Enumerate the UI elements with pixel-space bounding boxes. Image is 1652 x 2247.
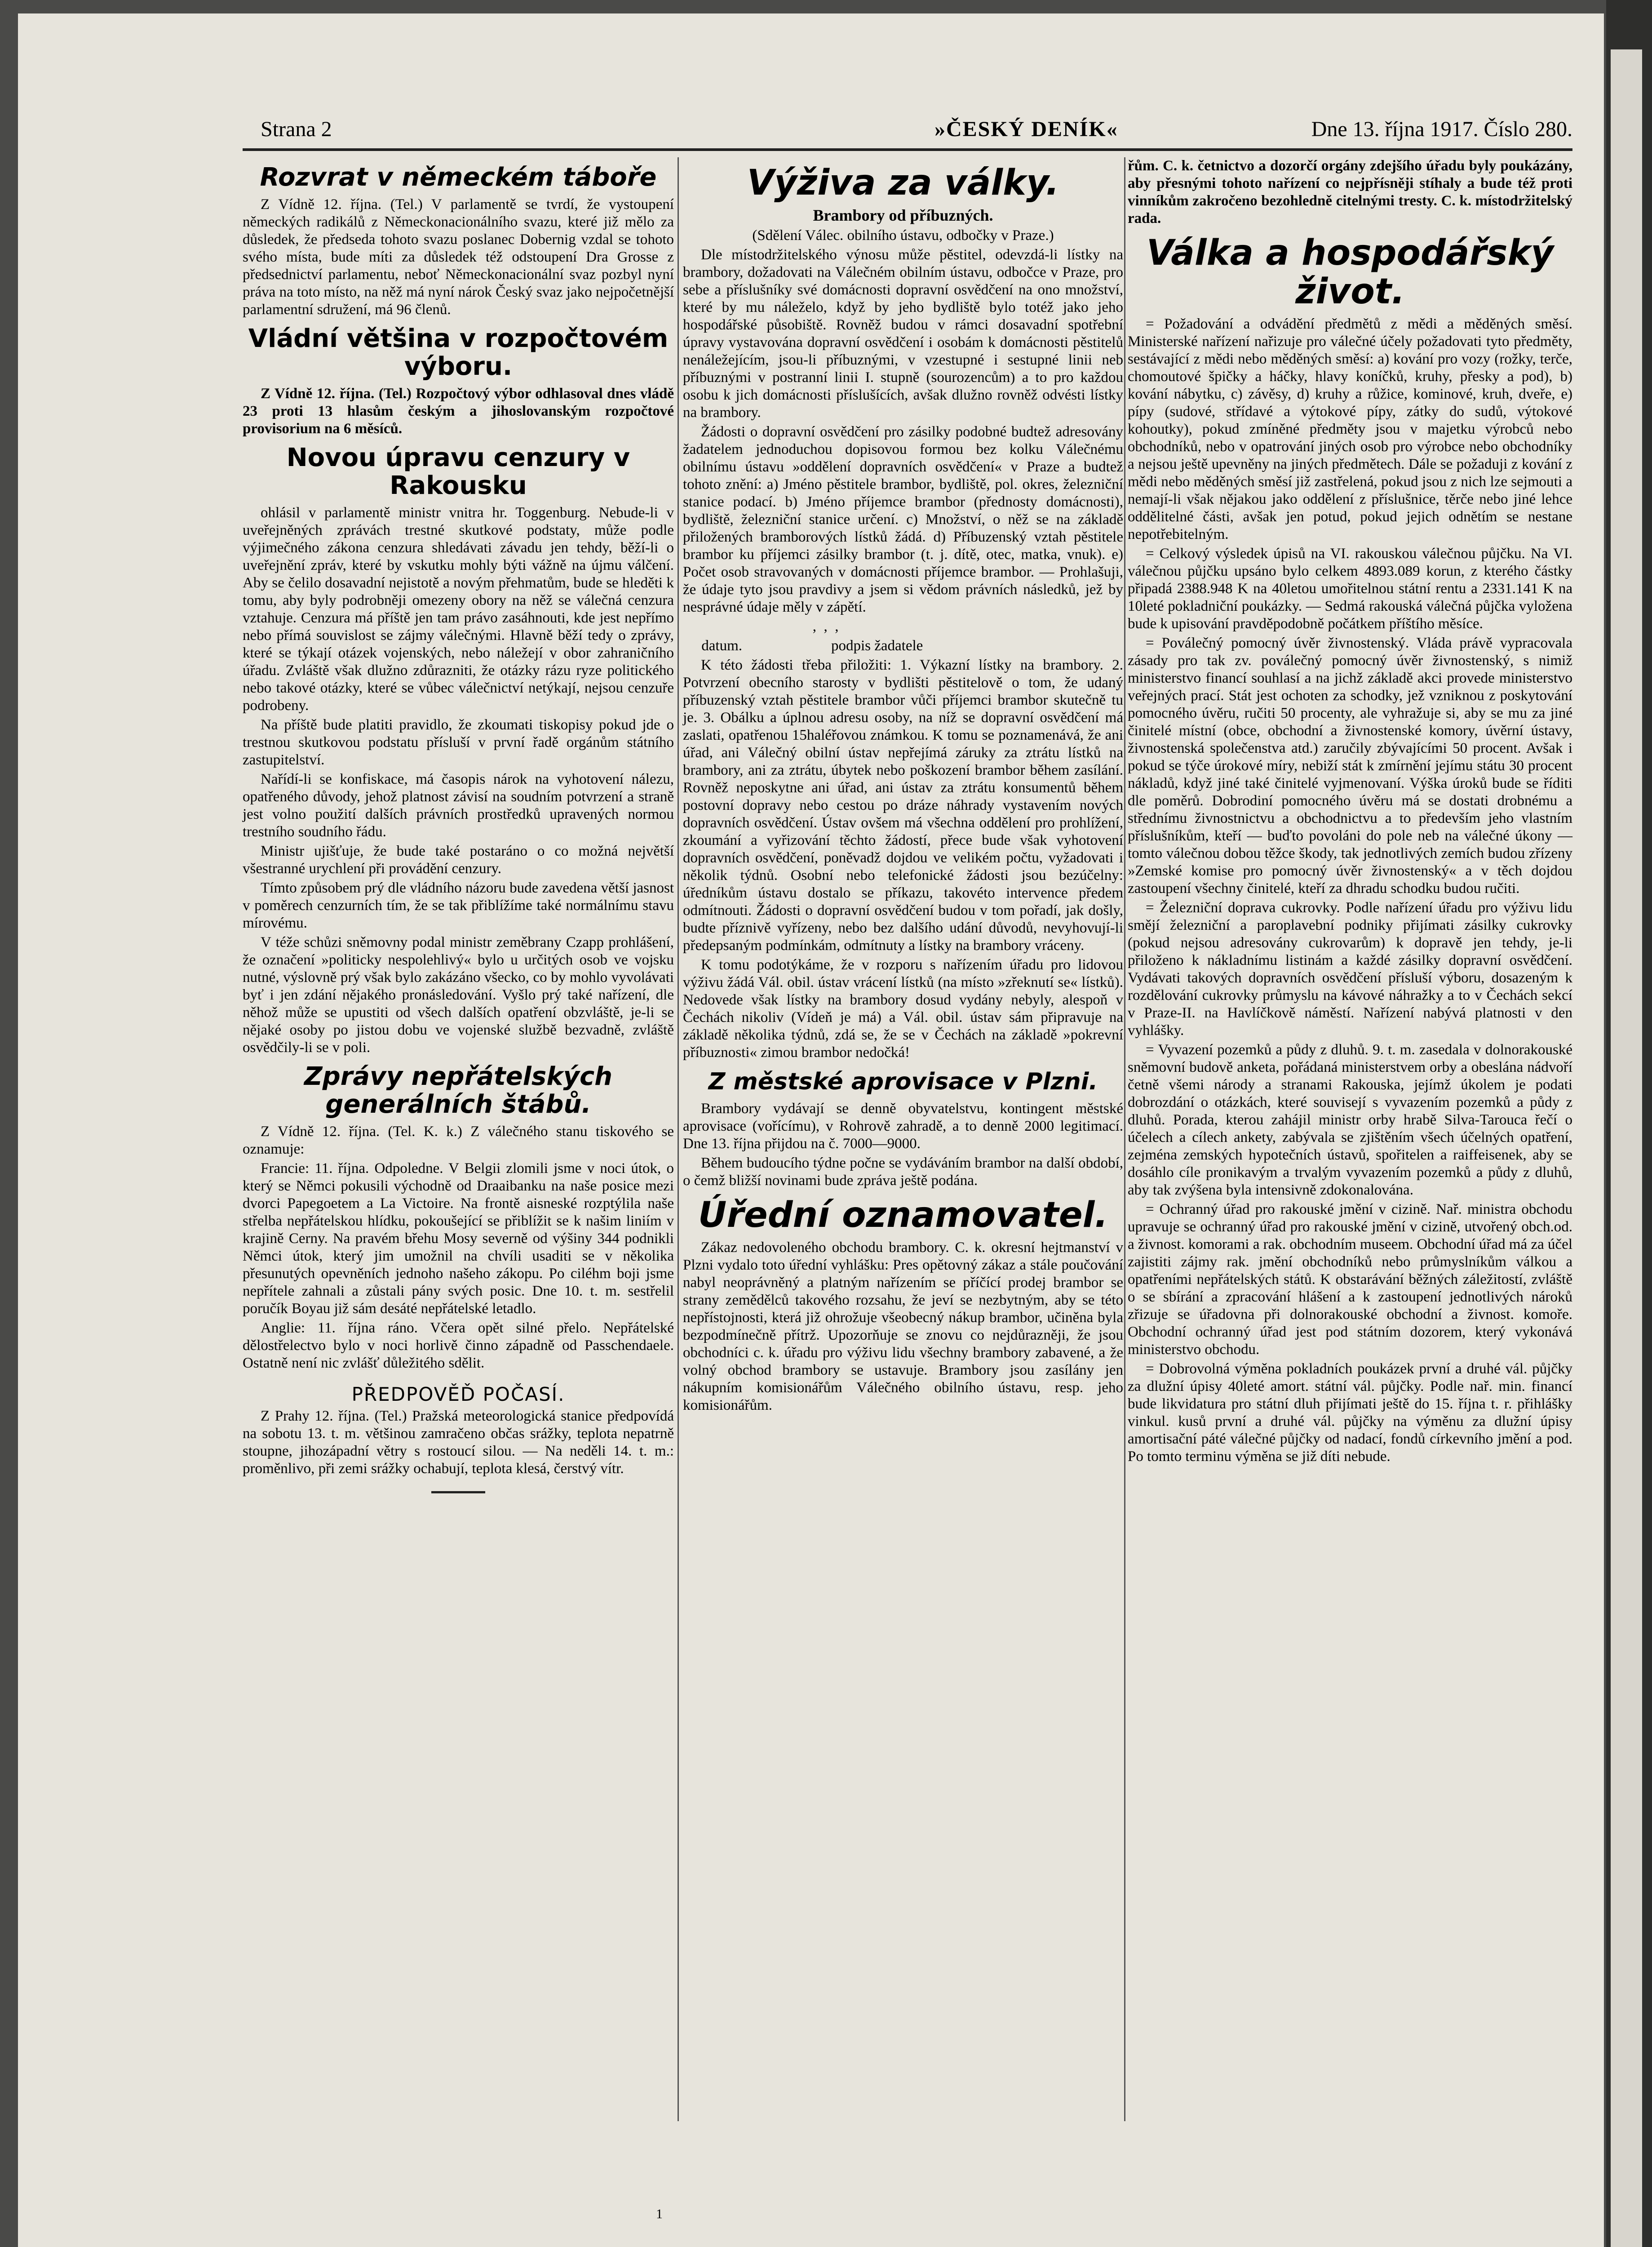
article-paragraph: Anglie: 11. října ráno. Včera opět silné přelo. Nepřátelské dělostřelectvo bylo v noci horlivě činno západně od Passchendaele. Ostatně není nic zvlášť důležitého sdělit. (243, 1320, 674, 1371)
article-paragraph: ohlásil v parlamentě ministr vnitra hr. Toggenburg. Nebude-li v uveřejněných zprávách trestné skutkové podstaty, může podle výjimečného zákona cenzura shledávati závadu jen tehdy, běží-li o uveřejnění zpráv, které by vskutku mohly býti vážně na újmu válčení. Aby se čelilo dosavadní nejistotě a novým přehmatům, bude se hleděti k tomu, aby byly podrobněji omezeny obory na něž se válečná cenzura vztahuje. Cenzura má příště jen tam právo zasáhnouti, kde jest nepřímo nebo přímá souvislost se zájmy válečnými. Hlavně běží tedy o zprávy, které se týkají otázek vojenských, nebo náležejí v obor zahraničního úřadu. Zvláště však dlužno zdůrazniti, že otázky rázu ryze politického nebo takové otázky, které se vůbec válečnictví netýkají, nejsou cenzuře podrobeny. (243, 505, 674, 714)
article-paragraph: (Sdělení Válec. obilního ústavu, odbočky v Praze.) (752, 227, 1054, 244)
column-3 (1128, 157, 1572, 1467)
column-2 (683, 157, 1123, 1416)
article-subtitle: Brambory od příbuzných. (813, 206, 993, 224)
article-paragraph: Na příště bude platiti pravidlo, že zkoumati tiskopisy pokud jde o trestnou skutkovou podstatu přísluší v první řadě orgánům státního zastupitelství. (243, 717, 674, 768)
article-paragraph: řům. C. k. četnictvo a dozorčí orgány zdejšího úřadu byly poukázány, aby přesnými tohoto nařízení co nejpřísněji stíhaly a bude též proti vinníkům zakročeno bezohledně citelnými tresty. C. k. místodržitelský rada. (1128, 158, 1572, 226)
column-1 (243, 157, 674, 1493)
article-paragraph: Z Vídně 12. října. (Tel. K. k.) Z válečného stanu tiskového se oznamuje: (243, 1124, 674, 1157)
adjacent-page-edge (1611, 49, 1642, 2247)
page-label: Strana 2 (261, 117, 332, 141)
article-paragraph: Z Vídně 12. října. (Tel.) Rozpočtový výbor odhlasoval dnes vládě 23 proti 13 hlasům českým a jihoslovanským rozpočtové provisorium na 6 měsíců. (243, 386, 674, 437)
article-paragraph: Zákaz nedovoleného obchodu brambory. C. k. okresní hejtmanství v Plzni vydalo toto úřední vyhlášku: Pres opětovný zákaz a stále poučování nabyl neoprávněný a platným nařízením se příčící prodej brambor se strany zemědělců takového rozsahu, že jeví se nezbytným, aby se této nepřístojnosti, která již ohrožuje všeobecný nákup brambor, učiněna byla bezpodmínečně přítrž. Upozorňuje se znovu co nejdůrazněji, že jsou obchodníci c. k. úřadu pro výživu lidu všechny brambory zabavené, a že volný obchod brambory se ustavuje. Brambory jsou zasílány jen nákupním komisionářům Válečného obilního ústavu, resp. jeho komisionářům. (683, 1239, 1123, 1413)
article-title: Z městské aprovisace v Plzni. (708, 1068, 1098, 1095)
article-paragraph: = Celkový výsledek úpisů na VI. rakouskou válečnou půjčku. Na VI. válečnou půjčku upsáno bylo celkem 4893.089 korun, z kterého částky připadá 2388.948 K na 40letou umořitelnou státní rentu a 2331.141 K na 10leté pokladniční poukázky. — Sedmá rakouská válečná půjčka vyložena bude k upisování pravděpodobně počátkem příštího měsíce. (1128, 546, 1572, 632)
article-title: Úřední oznamovatel. (698, 1195, 1108, 1235)
article-paragraph: Z Prahy 12. října. (Tel.) Pražská meteorologická stanice předpovídá na sobotu 13. t. m. většinou zamračeno občas srážky, teplota nepatrně stoupne, jihozápadní větry s rostoucí silou. — Na neděli 14. t. m.: proměnlivo, při zemi srážky ochabují, teplota klesá, čerstvý vítr. (243, 1408, 674, 1477)
article-title: Výživa za války. (747, 163, 1059, 203)
signature-line: datum. podpis žadatele (683, 638, 923, 654)
column-separator-1 (678, 157, 679, 2121)
masthead (243, 108, 1572, 144)
article-paragraph: = Dobrovolná výměna pokladních poukázek první a druhé vál. půjčky za dlužní úpisy 40leté amort. státní vál. půjčky. Podle nař. min. financí bude likvidatura pro státní dluh přijímati ještě do 15. října t. r. přihlášky vinkul. kusů první a druhé vál. půjčky na výměnu za dlužní úpisy amortisační páté válečné půjčky od nadací, fondů církevního jmění a pod. Po tomto terminu výměna se již díti nebude. (1128, 1361, 1572, 1465)
article-title: Zprávy nepřátelských generálních štábů. (304, 1062, 613, 1119)
article-paragraph: = Poválečný pomocný úvěr živnostenský. Vláda právě vypracovala zásady pro tak zv. poválečný pomocný úvěr živnostenský, s nimiž ministerstvo financí souhlasí a na jichž základě akci provede ministerstvo veřejných prací. Stát jest ochoten za schodky, jež vzniknou z poskytování pomocného úvěru, ručiti 50 procenty, ale vyhražuje si, aby se mu za jiné činitelé místní (obce, obchodní a živnostenské komory, úvěrní ústavy, živnostenská společenstva atd.) zaručily zbývajícími 50 procent. Avšak i pokud se týče úrokové míry, nebiží stát k zmírnění jejímu státu 30 procent nákladů, když jiné také činitelé vyjmenovaní. Výška úroků bude se říditi dle poměrů. Dobrodiní pomocného úvěru má se dostati drobnému a střednímu živnostnictvu a obchodnictvu a to především jeho vlastním příslušníkům, kteří — buďto povoláni do pole neb na válečné úkony — tomto válečnou dobou těžce škody, tak jednotlivých zemích budou zřízeny »Zemské komise pro pomocný úvěr živnostenský« a v těch dojdou zastoupení všechny činitelé, kteří za dhradu schodku budou ručiti. (1128, 635, 1572, 897)
end-rule (431, 1491, 485, 1493)
article-paragraph: Dle místodržitelského výnosu může pěstitel, odevzdá-li lístky na brambory, dožadovati na Válečném obilním ústavu, odbočce v Praze, pro sebe a příslušníky své domácnosti dopravní osvědčení na ono množství, které by mu náleželo, když by jeho bydliště bylo totéž jako jeho hospodářské působiště. Rovněž budou v rámci dosavadní spotřební úpravy vystavována dopravní osvědčení i osobám k domácnosti pěstitelů nenáležejícím, jsou-li příbuznými, v vzestupné i sestupné linii neb příbuznými v postranní linii I. stupně (sourozencům) a to pro každou osobu k jich domácnosti příslušících, avšak dlužno rovněž odvésti lístky na brambory. (683, 247, 1123, 421)
article-title: PŘEDPOVĚĎ POČASÍ. (351, 1383, 565, 1405)
article-title: Válka a hospodářský život. (1146, 233, 1554, 312)
article-title: Novou úpravu cenzury v Rakousku (286, 443, 630, 500)
article-paragraph: Francie: 11. října. Odpoledne. V Belgii zlomili jsme v noci útok, o který se Němci pokusili východně od Draaibanku na naše posice mezi dvorci Papegoetem a La Victoire. Na frontě aisneské rozptýlila naše střelba nepřátelskou hlídku, pokoušející se přiblížit se k našim liniím v krajině Cerny. Na pravém břehu Mosy severně od výšiny 344 podnikli Němci útok, který jim umožnil na chvíli usaditi se v několika přesunutých opevněních jednoho našeho zákopu. Po ciléhm boji jsme nepřítele zahnali a zůstali pány svých posic. Dne 10. t. m. sestřelil poručík Boyau již sám desáté nepřátelské letadlo. (243, 1160, 674, 1317)
article-paragraph: Z Vídně 12. října. (Tel.) V parlamentě se tvrdí, že vystoupení německých radikálů z Německonacionálního svazu, které již mělo za důsledek, že předseda tohoto svazu poslanec Dobernig vzdal se tohoto svého místa, bude míti za důsledek též odstoupení Dra Grosse z předsednictví parlamentu, neboť Německonacionální svaz pozbyl nyní práva na toto místo, na něž má nyní nárok Český svaz jako nejpočetnější parlamentní sdružení, má 96 členů. (243, 196, 674, 318)
article-paragraph: K této žádosti třeba přiložiti: 1. Výkazní lístky na brambory. 2. Potvrzení obecního starosty v bydlišti pěstitelově o tom, že udaný příbuzenský vztah pěstitele brambor vůči příjemci brambor skutečně tu je. 3. Obálku a úplnou adresu osoby, na níž se dopravní osvědčení má zaslati, opatřenou 15haléřovou známkou. K tomu se poznamenává, že ani úřad, ani Válečný obilní ústav nepřejímá záruky za ztrátu lístků na brambory, ani za ztrátu, úbytek nebo poškození brambor během zasílání. Rovněž neposkytne ani úřad, ani ústav za ztrátu konsumentů během postovní dopravy nebo cestou po dráze náhrady vystavením nových dopravních osvědčení. Ústav ovšem má všechna oddělení pro prohlížení, zkoumání a vyřizování těchto žádostí, přece bude však vyhotovení dopravních osvědčení, poněvadž dojdou ve velikém počtu, vyžadovati i několik týdnů. Osobní nebo telefonické žádosti jsou bezúčelny: úředníkům ústavu dostalo se příkazu, takovéto intervence předem odmítnouti. Žádosti o dopravní osvědčení budou v tom pořadí, jak došly, budte příznivě vyřízeny, nebo bez dalšího udání důvodů, nevyhovují-li předepsaným podmínkám, odmítnuty a lístky na brambory vráceny. (683, 657, 1123, 954)
article-title: Vládní většina v rozpočtovém výboru. (248, 324, 669, 381)
article-paragraph: V téže schůzi sněmovny podal ministr zeměbrany Czapp prohlášení, že označení »politicky nespolehlivý« bylo u určitých osob ve vojsku nutné, výslovně prý však bylo zakázáno všecko, co by mohlo vyvolávati byť i jen zdání nějakého pronásledování. Vyšlo prý také nařízení, dle něhož může se upustiti od všech dalších opatření obzvláště, je-li se nějaké osoby po jistou dobu ve vojenské službě bezvadně, zvláště osvědčily-li se v poli. (243, 934, 674, 1056)
article-paragraph: Žádosti o dopravní osvědčení pro zásilky podobné budtež adresovány žadatelem jednoduchou dopisovou formou bez kolku Válečnému obilnímu ústavu »oddělení dopravních osvědčení« v Praze a budtež tohoto znění: a) Jméno pěstitele brambor, bydliště, pol. okres, železniční stanice podací. b) Jméno příjemce brambor (přednosty domácnosti), bydliště, železniční stanice určení. c) Množství, o něž se na základě přiložených bramborových lístků žádá. d) Příbuzenský vztah pěstitele brambor ku příjemci zásilky brambor (t. j. dítě, otec, matka, vnuk). e) Počet osob stravovaných v domácnosti příjemce brambor. — Prohlašuji, že údaje tyto jsou pravdivy a jsem si vědom právních následků, jež by nesprávné údaje měly v zápětí. (683, 424, 1123, 615)
masthead-rule (243, 148, 1572, 151)
article-paragraph: K tomu podotýkáme, že v rozporu s nařízením úřadu pro lidovou výživu žádá Vál. obil. ústav vrácení lístků (na místo »zřeknutí se« lístků). Nedovede však lístky na brambory dosud vydány nebyly, alespoň v Čechách nikoliv (Vídeň je má) a Vál. obil. ústav sám připravuje na základě několika týdnů, zdá se, že se v Čechách na základě »pokrevní příbuznosti« zimou brambor nedočká! (683, 957, 1123, 1061)
article-paragraph: Nařídí-li se konfiskace, má časopis nárok na vyhotovení nálezu, opatřeného důvody, jehož platnost závisí na soudním potvrzení a straně jest volno použití dalších právních prostředků upravených normou trestního soudního řádu. (243, 771, 674, 840)
article-paragraph: Tímto způsobem prý dle vládního názoru bude zavedena větší jasnost v poměrech cenzurních tím, že se tak přiblížíme také normálnímu stavu mírovému. (243, 880, 674, 931)
article-paragraph: = Požadování a odvádění předmětů z mědi a měděných směsí. Ministerské nařízení nařizuje pro válečné účely požadovati tyto předměty, sestávající z mědi nebo měděných směsí: a) kování pro vozy (rožky, terče, chomoutové špičky a háčky, hlavy koníčků, kruhy, přesky a pod), b) kování nábytku, c) závěsy, d) kruhy a růžice, kominové, kruh, dveře, e) pípy (sudové, střídavé a výtokové pípy, zátky do sudů, výtokové kohoutky), pokud zmíněné předměty jsou v majetku výrobců nebo obchodníků, nebo v opatrování jiných osob pro výrobce nebo obchodníky a nejsou ještě upevněny na jiných předmětech. Dále se požaduji z kování z mědi nebo měděných směsí již zastřelená, pokud jsou z nich lze sejmouti a nemají-li však nějakou jako oddělení z příslušnice, těrče nebo jiné lehce oddělitelné části, avšak jen potud, pokud jejich odnětím se nestane nepotřebitelným. (1128, 316, 1572, 542)
paper-name: »ČESKÝ DENÍK« (935, 117, 1118, 141)
article-paragraph: Ministr ujišťuje, že bude také postaráno o co možná největší všestranné urychlení při provádění cenzury. (243, 843, 674, 877)
article-paragraph: = Železniční doprava cukrovky. Podle nařízení úřadu pro výživu lidu smějí železniční a paroplavební podniky přijímati zásilky cukrovky (pokud nejsou adresovány cukrovarům) k dopravě jen tehdy, je-li přiloženo k nákladnímu listinám a každé zásilky dopravní osvědčení. Vydávati takových dopravních osvědčení přísluší výboru, dosazeným k rozdělování cukrovky průmyslu na kávové náhražky a to v Čechách sekcí v Praze-II. na Havlíčkově náměstí. Nařízení nabývá platnosti v den vyhlášky. (1128, 900, 1572, 1039)
signature-line: , , , (683, 618, 839, 635)
page-mark: 1 (656, 2207, 663, 2221)
column-separator-2 (1124, 157, 1125, 2121)
article-title: Rozvrat v německém táboře (260, 163, 657, 192)
date-issue: Dne 13. října 1917. Číslo 280. (1311, 117, 1572, 141)
article-paragraph: = Vyvazení pozemků a půdy z dluhů. 9. t. m. zasedala v dolnorakouské sněmovní budově anketa, pořádaná ministerstvem orby a obeslána nádvoří četně všemi národy a stranami Rakouska, jejímž úkolem je podati dobrozdání o otázkách, které souvisejí s vyvazením pozemků a půdy z dluhů. Porada, kterou zahájil ministr orby hrabě Silva-Tarouca řečí o účelech a cílech ankety, zabývala se zjištěním všech účelných opatření, zejména zemských hypotečních ústavů, spořitelen a raiffeisenek, aby se dosáhlo cíle pronikavým a trvalým vyvazením pozemků a půdy z dluhů, aby tak zvýšena byla intensivně zdokonalována. (1128, 1042, 1572, 1198)
article-paragraph: Brambory vydávají se denně obyvatelstvu, kontingent městské aprovisace (vořícímu), v Rohrově zahradě, a to denně 2000 legitimací. Dne 13. října přijdou na č. 7000—9000. (683, 1101, 1123, 1152)
article-paragraph: Během budoucího týdne počne se vydáváním brambor na další období, o čemž bližší novinami bude zpráva ještě podána. (683, 1155, 1123, 1189)
article-paragraph: = Ochranný úřad pro rakouské jmění v cizině. Nař. ministra obchodu upravuje se ochranný úřad pro rakouské jmění v cizině, utvořený obch.od. a živnost. komorami a rak. obchodním museem. Obchodní úřad má za účel zajistiti zájmy rak. jmění obchodníků nebo průmyslníkům válkou a opatřeními nepřátelských států. K obstarávání běžných záležitostí, zvláště o se sbírání a zpracování hlášení a k zastoupení jednotlivých nároků zřizuje se úřadovna při dolnorakouské obchodní a živnost. komoře. Obchodní ochranný úřad jest pod státním dozorem, který vykonává ministerstvo obchodu. (1128, 1201, 1572, 1358)
